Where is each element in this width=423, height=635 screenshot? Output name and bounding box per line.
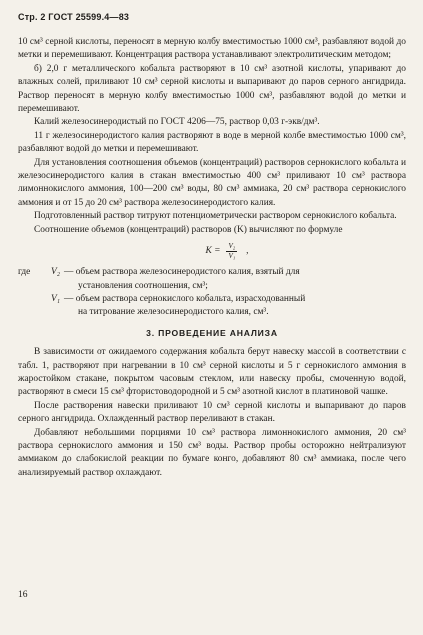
variable-definition: [18, 293, 406, 320]
variable-symbol: V₂: [51, 267, 60, 278]
variable-description: [64, 293, 406, 320]
formula-denominator: V₁: [228, 252, 236, 261]
page-number: 16: [18, 590, 28, 600]
description-line: на титрование железосинеродистого калия, см³.: [78, 307, 269, 318]
variable-definition: [18, 266, 406, 293]
formula-fraction: [226, 242, 237, 261]
variable-description: [64, 266, 406, 293]
formula-numerator: V₂: [228, 242, 236, 251]
paragraph: Соотношение объемов (концентраций) растворов (K) вычисляют по формуле: [34, 224, 343, 235]
text-column: [18, 36, 406, 480]
description-line: установления соотношения, см³;: [78, 280, 208, 291]
paragraph: После растворения навески приливают 10 см³ серной кислоты и выпаривают до паров серного ангидрида. Охлажденный раствор переливают в стакан.: [18, 400, 406, 425]
paragraph: б) 2,0 г металлического кобальта растворяют в 10 см³ азотной кислоты, упаривают до влажных солей, приливают 10 см³ серной кислоты и выпаривают до паров серного ангидрида. Раствор переносят в мерную колбу вместимостью 1000 см³, разбавляют водой до метки и перемешивают.: [18, 63, 406, 115]
where-label: где: [18, 267, 31, 278]
formula-trail: ,: [246, 245, 249, 256]
description-line: — объем раствора железосинеродистого калия, взятый для: [64, 267, 300, 278]
section-title: 3. ПРОВЕДЕНИЕ АНАЛИЗА: [146, 327, 278, 338]
paragraph: Подготовленный раствор титруют потенциометрически раствором сернокислого кобальта.: [34, 211, 397, 222]
paragraph: Добавляют небольшими порциями 10 см³ раствора лимоннокислого аммония, 20 см³ раствора сернокислого аммония и 150 см³ воды. Раствор пробы осторожно нейтрализуют аммиаком до слабокислой реакции по бумаге конго, добавляют 80 см³ аммиака, после чего анализируемый раствор охлаждают.: [18, 427, 406, 478]
formula: [18, 242, 406, 261]
variable-symbol: V₁: [51, 293, 60, 304]
paragraph: Калий железосинеродистый по ГОСТ 4206—75, раствор 0,03 г-экв/дм³.: [34, 117, 320, 128]
paragraph: В зависимости от ожидаемого содержания кобальта берут навеску массой в соответствии с табл. 1, растворяют при нагревании в 10 см³ серной кислоты и 5 г сернокислого аммония в жаростойком стакане, покрытом часовым стеклом, или навеску пробы, смоченную водой, растворяют в смеси 15 см³ фтористоводородной и 5 см³ азотной кислот в платиновой чашке.: [18, 347, 406, 398]
formula-lhs: K =: [205, 245, 221, 256]
description-line: — объем раствора сернокислого кобальта, израсходованный: [64, 293, 306, 304]
page-header: Стр. 2 ГОСТ 25599.4—83: [18, 12, 130, 22]
paragraph: 11 г железосинеродистого калия растворяют в воде в мерной колбе вместимостью 1000 см³, разбавляют водой до метки и перемешивают.: [18, 130, 406, 155]
paragraph: Для установления соотношения объемов (концентраций) растворов сернокислого кобальта и железосинеродистого калия в стакан вместимостью 400 см³ приливают 10 см³ раствора лимоннокислого аммония, 100—200 см³ воды, 80 см³ аммиака, 20 см³ раствора сернокислого аммония и от 15 до 20 см³ раствора железосинеродистого калия.: [18, 157, 406, 208]
paragraph: 10 см³ серной кислоты, переносят в мерную колбу вместимостью 1000 см³, разбавляют водой до метки и перемешивают. Концентрация раствора устанавливают электролитическим методом;: [18, 37, 406, 61]
